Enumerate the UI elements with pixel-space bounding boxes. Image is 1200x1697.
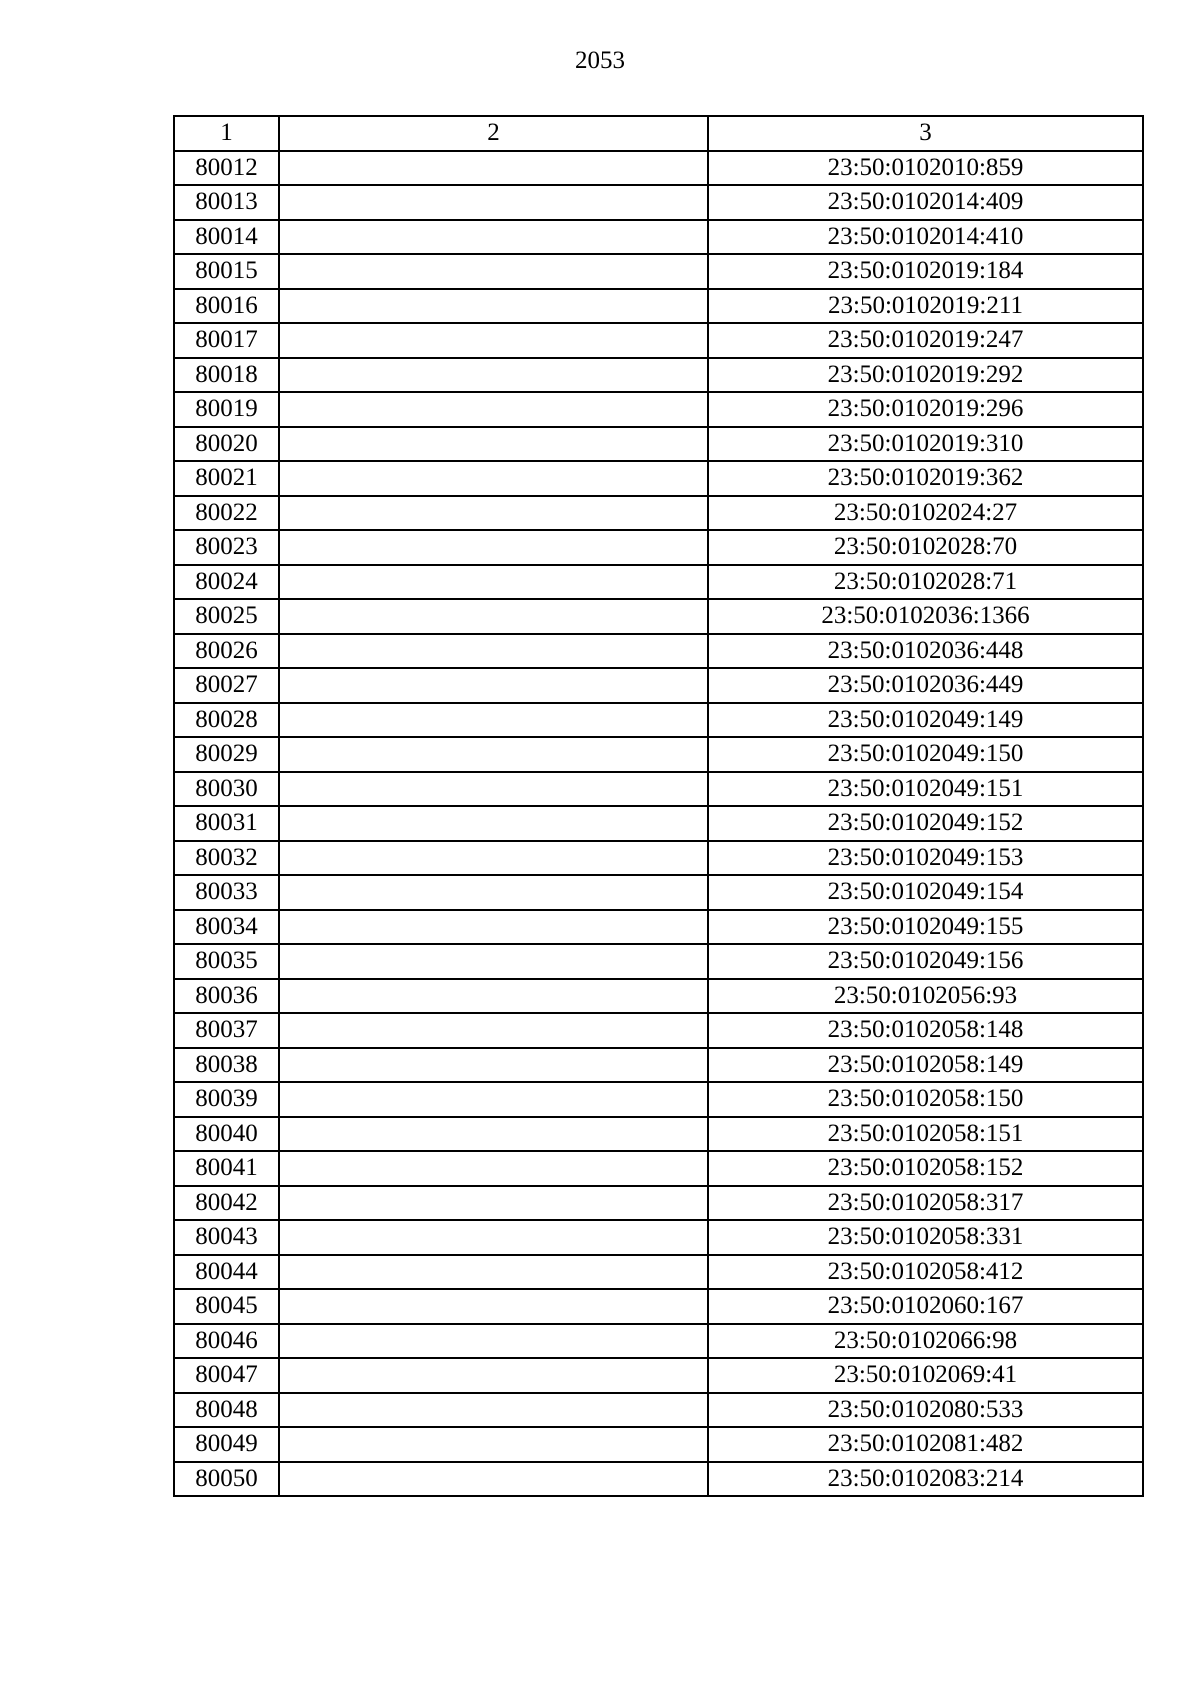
description-cell: [279, 392, 708, 427]
description-cell: [279, 1151, 708, 1186]
description-cell: [279, 944, 708, 979]
cadastral-number-cell: 23:50:0102058:331: [708, 1220, 1143, 1255]
cadastral-number-cell: 23:50:0102060:167: [708, 1289, 1143, 1324]
cadastral-number-cell: 23:50:0102049:153: [708, 841, 1143, 876]
row-number-cell: 80029: [174, 737, 279, 772]
cadastral-number-cell: 23:50:0102058:149: [708, 1048, 1143, 1083]
table-row: [174, 220, 1143, 255]
registry-table: [173, 115, 1144, 1497]
row-number-cell: 80049: [174, 1427, 279, 1462]
description-cell: [279, 151, 708, 186]
description-cell: [279, 806, 708, 841]
table-row: [174, 392, 1143, 427]
row-number-cell: 80017: [174, 323, 279, 358]
row-number-cell: 80046: [174, 1324, 279, 1359]
cadastral-number-cell: 23:50:0102036:448: [708, 634, 1143, 669]
row-number-cell: 80047: [174, 1358, 279, 1393]
cadastral-number-cell: 23:50:0102014:409: [708, 185, 1143, 220]
cadastral-number-cell: 23:50:0102069:41: [708, 1358, 1143, 1393]
row-number-cell: 80035: [174, 944, 279, 979]
cadastral-number-cell: 23:50:0102058:152: [708, 1151, 1143, 1186]
cadastral-number-cell: 23:50:0102019:247: [708, 323, 1143, 358]
row-number-cell: 80020: [174, 427, 279, 462]
row-number-cell: 80038: [174, 1048, 279, 1083]
description-cell: [279, 910, 708, 945]
cadastral-number-cell: 23:50:0102081:482: [708, 1427, 1143, 1462]
description-cell: [279, 254, 708, 289]
description-cell: [279, 496, 708, 531]
row-number-cell: 80023: [174, 530, 279, 565]
table-body: [174, 151, 1143, 1497]
row-number-cell: 80037: [174, 1013, 279, 1048]
description-cell: [279, 289, 708, 324]
table-row: [174, 668, 1143, 703]
row-number-cell: 80027: [174, 668, 279, 703]
table-row: [174, 737, 1143, 772]
table-row: [174, 254, 1143, 289]
description-cell: [279, 323, 708, 358]
table-row: [174, 634, 1143, 669]
cadastral-number-cell: 23:50:0102019:184: [708, 254, 1143, 289]
description-cell: [279, 1393, 708, 1428]
table-row: [174, 910, 1143, 945]
row-number-cell: 80013: [174, 185, 279, 220]
cadastral-number-cell: 23:50:0102058:150: [708, 1082, 1143, 1117]
row-number-cell: 80019: [174, 392, 279, 427]
cadastral-number-cell: 23:50:0102049:156: [708, 944, 1143, 979]
description-cell: [279, 1186, 708, 1221]
table-row: [174, 1393, 1143, 1428]
cadastral-number-cell: 23:50:0102066:98: [708, 1324, 1143, 1359]
cadastral-number-cell: 23:50:0102014:410: [708, 220, 1143, 255]
row-number-cell: 80034: [174, 910, 279, 945]
description-cell: [279, 979, 708, 1014]
description-cell: [279, 1048, 708, 1083]
table-row: [174, 496, 1143, 531]
cadastral-number-cell: 23:50:0102049:151: [708, 772, 1143, 807]
cadastral-number-cell: 23:50:0102010:859: [708, 151, 1143, 186]
cadastral-number-cell: 23:50:0102028:71: [708, 565, 1143, 600]
table-row: [174, 1427, 1143, 1462]
cadastral-number-cell: 23:50:0102049:152: [708, 806, 1143, 841]
row-number-cell: 80042: [174, 1186, 279, 1221]
description-cell: [279, 772, 708, 807]
table-row: [174, 979, 1143, 1014]
description-cell: [279, 599, 708, 634]
row-number-cell: 80025: [174, 599, 279, 634]
row-number-cell: 80012: [174, 151, 279, 186]
description-cell: [279, 1324, 708, 1359]
cadastral-number-cell: 23:50:0102036:1366: [708, 599, 1143, 634]
description-cell: [279, 358, 708, 393]
cadastral-number-cell: 23:50:0102049:155: [708, 910, 1143, 945]
cadastral-number-cell: 23:50:0102056:93: [708, 979, 1143, 1014]
description-cell: [279, 875, 708, 910]
cadastral-number-cell: 23:50:0102019:211: [708, 289, 1143, 324]
table-row: [174, 323, 1143, 358]
row-number-cell: 80030: [174, 772, 279, 807]
description-cell: [279, 185, 708, 220]
row-number-cell: 80036: [174, 979, 279, 1014]
table-row: [174, 185, 1143, 220]
table-row: [174, 841, 1143, 876]
row-number-cell: 80039: [174, 1082, 279, 1117]
description-cell: [279, 1220, 708, 1255]
table-row: [174, 772, 1143, 807]
description-cell: [279, 1462, 708, 1497]
cadastral-number-cell: 23:50:0102080:533: [708, 1393, 1143, 1428]
description-cell: [279, 737, 708, 772]
cadastral-number-cell: 23:50:0102036:449: [708, 668, 1143, 703]
table-row: [174, 1013, 1143, 1048]
table-header-row: [174, 116, 1143, 151]
table-row: [174, 358, 1143, 393]
cadastral-number-cell: 23:50:0102024:27: [708, 496, 1143, 531]
row-number-cell: 80026: [174, 634, 279, 669]
row-number-cell: 80028: [174, 703, 279, 738]
table-row: [174, 565, 1143, 600]
description-cell: [279, 1358, 708, 1393]
column-header-2: 2: [279, 116, 708, 151]
column-header-3: 3: [708, 116, 1143, 151]
cadastral-number-cell: 23:50:0102058:412: [708, 1255, 1143, 1290]
row-number-cell: 80033: [174, 875, 279, 910]
description-cell: [279, 634, 708, 669]
row-number-cell: 80014: [174, 220, 279, 255]
description-cell: [279, 427, 708, 462]
description-cell: [279, 1082, 708, 1117]
row-number-cell: 80032: [174, 841, 279, 876]
description-cell: [279, 530, 708, 565]
row-number-cell: 80018: [174, 358, 279, 393]
description-cell: [279, 1117, 708, 1152]
table-row: [174, 1082, 1143, 1117]
description-cell: [279, 1289, 708, 1324]
description-cell: [279, 1013, 708, 1048]
cadastral-number-cell: 23:50:0102019:310: [708, 427, 1143, 462]
table-row: [174, 875, 1143, 910]
row-number-cell: 80024: [174, 565, 279, 600]
row-number-cell: 80031: [174, 806, 279, 841]
table-row: [174, 806, 1143, 841]
table-row: [174, 1255, 1143, 1290]
description-cell: [279, 461, 708, 496]
cadastral-number-cell: 23:50:0102049:154: [708, 875, 1143, 910]
table-row: [174, 1186, 1143, 1221]
description-cell: [279, 703, 708, 738]
description-cell: [279, 220, 708, 255]
row-number-cell: 80050: [174, 1462, 279, 1497]
table-row: [174, 461, 1143, 496]
row-number-cell: 80044: [174, 1255, 279, 1290]
cadastral-number-cell: 23:50:0102049:150: [708, 737, 1143, 772]
description-cell: [279, 1427, 708, 1462]
cadastral-number-cell: 23:50:0102058:151: [708, 1117, 1143, 1152]
cadastral-number-cell: 23:50:0102058:317: [708, 1186, 1143, 1221]
table-row: [174, 1220, 1143, 1255]
table-row: [174, 703, 1143, 738]
table-row: [174, 530, 1143, 565]
description-cell: [279, 841, 708, 876]
cadastral-number-cell: 23:50:0102028:70: [708, 530, 1143, 565]
row-number-cell: 80041: [174, 1151, 279, 1186]
cadastral-number-cell: 23:50:0102019:296: [708, 392, 1143, 427]
row-number-cell: 80048: [174, 1393, 279, 1428]
row-number-cell: 80016: [174, 289, 279, 324]
table-row: [174, 427, 1143, 462]
cadastral-number-cell: 23:50:0102019:362: [708, 461, 1143, 496]
cadastral-number-cell: 23:50:0102058:148: [708, 1013, 1143, 1048]
table-row: [174, 1462, 1143, 1497]
row-number-cell: 80021: [174, 461, 279, 496]
table-row: [174, 289, 1143, 324]
table-row: [174, 1048, 1143, 1083]
table-row: [174, 1117, 1143, 1152]
page-number: 2053: [575, 47, 625, 74]
row-number-cell: 80040: [174, 1117, 279, 1152]
table-row: [174, 1151, 1143, 1186]
row-number-cell: 80043: [174, 1220, 279, 1255]
cadastral-number-cell: 23:50:0102083:214: [708, 1462, 1143, 1497]
table-row: [174, 151, 1143, 186]
column-header-1: 1: [174, 116, 279, 151]
description-cell: [279, 1255, 708, 1290]
description-cell: [279, 668, 708, 703]
row-number-cell: 80022: [174, 496, 279, 531]
table-row: [174, 944, 1143, 979]
table-row: [174, 1324, 1143, 1359]
table-row: [174, 1289, 1143, 1324]
table-row: [174, 1358, 1143, 1393]
row-number-cell: 80045: [174, 1289, 279, 1324]
row-number-cell: 80015: [174, 254, 279, 289]
description-cell: [279, 565, 708, 600]
table-row: [174, 599, 1143, 634]
cadastral-number-cell: 23:50:0102049:149: [708, 703, 1143, 738]
cadastral-number-cell: 23:50:0102019:292: [708, 358, 1143, 393]
